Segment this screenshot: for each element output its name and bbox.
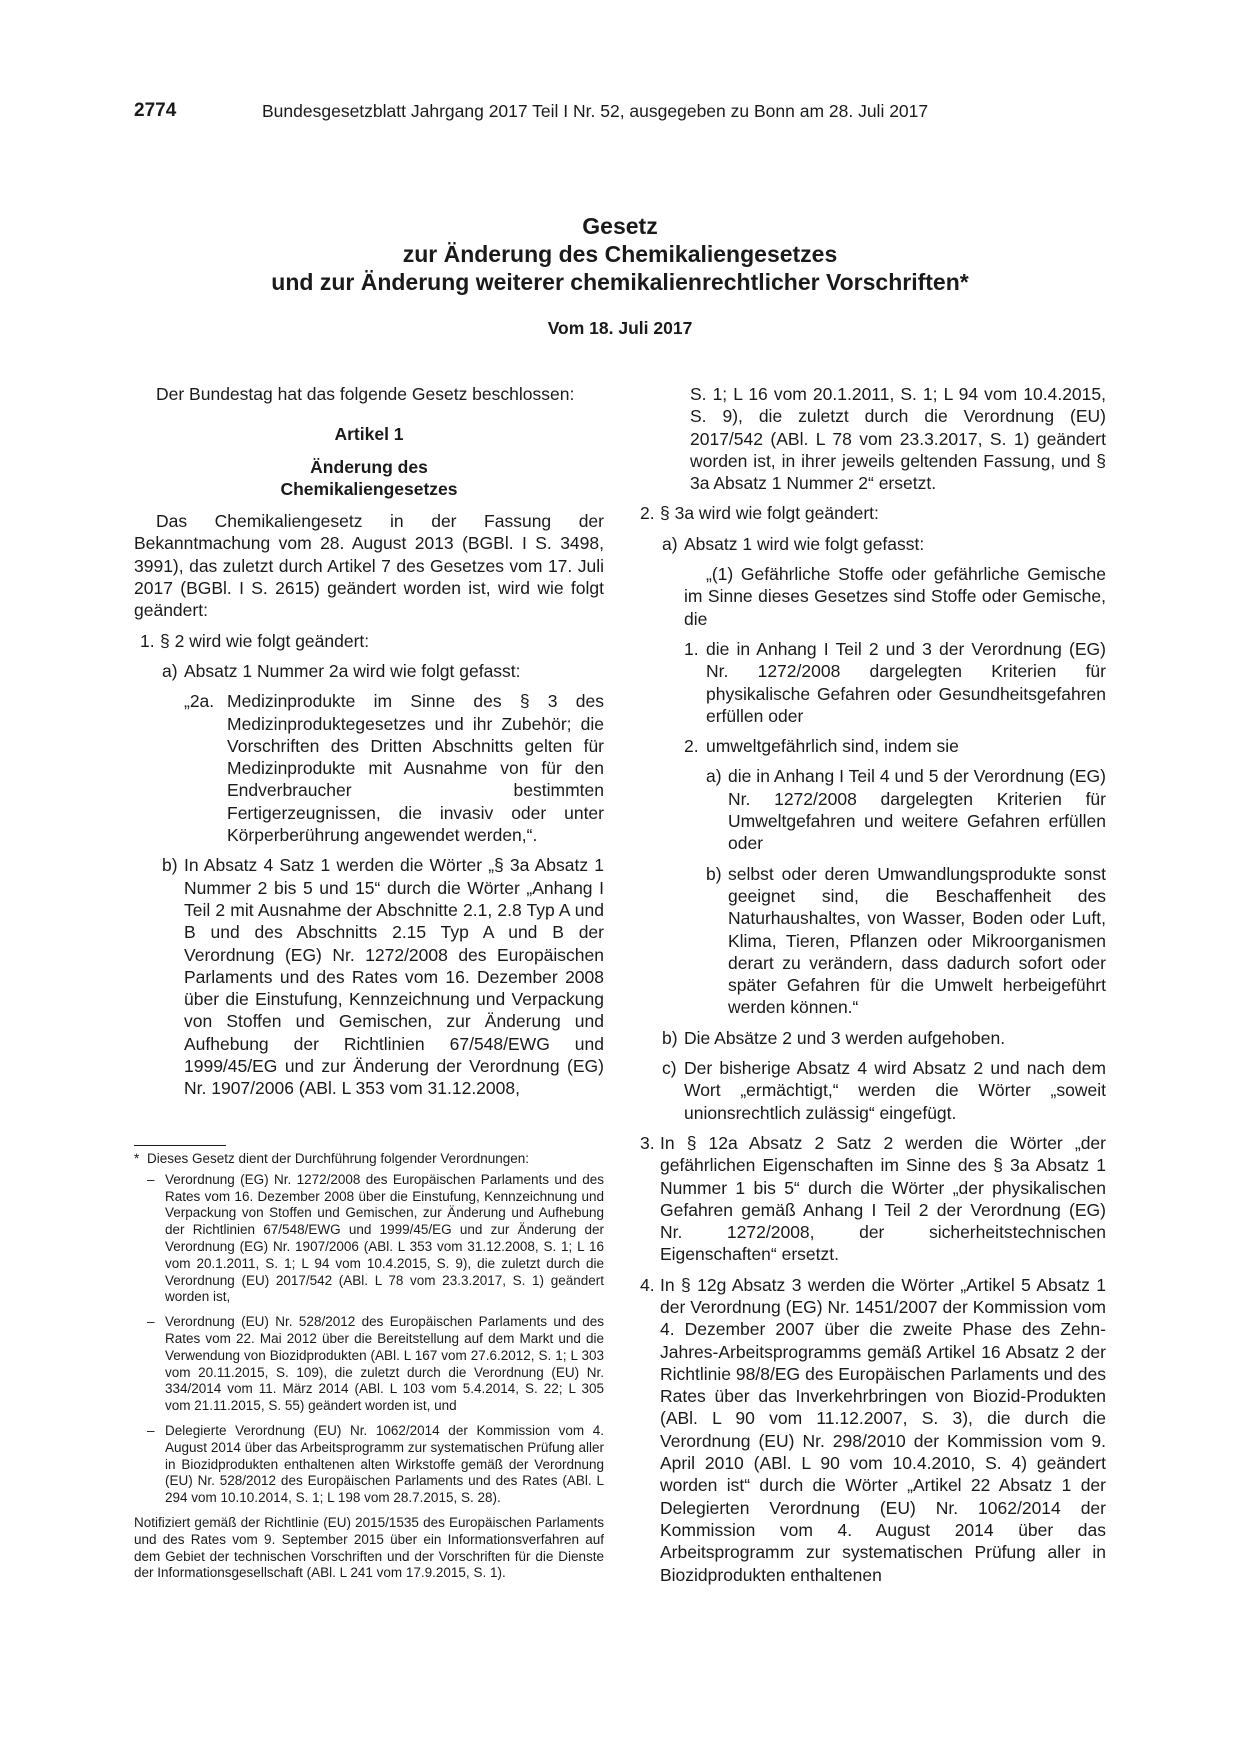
list-label: 1.	[684, 638, 699, 659]
intro-text: Der Bundestag hat das folgende Gesetz beschlossen:	[156, 384, 575, 404]
list-item-2a	[640, 533, 1106, 555]
list-text: Absatz 1 Nummer 2a wird wie folgt gefasst:	[184, 660, 521, 681]
list-label: a)	[162, 660, 178, 681]
footnote-notification: Notifiziert gemäß der Richtlinie (EU) 2015/1535 des Europäischen Parlaments und des Rates vom 9. September 2015 über ein Informationsverfahren auf dem Gebiet der technischen Vorschriften und der Vorschriften für die Dienste der Informationsgesellschaft (ABl. L 241 vom 17.9.2015, S. 1).	[134, 1514, 604, 1581]
footnote-text: Verordnung (EU) Nr. 528/2012 des Europäischen Parlaments und des Rates vom 22. Mai 2012 über die Bereitstellung auf dem Markt und die Verwendung von Biozidprodukten (ABl. L 167 vom 27.6.2012, S. 1; L 303 vom 20.11.2015, S. 109), die zuletzt durch die Verordnung (EU) Nr. 334/2014 vom 11. März 2014 (ABl. L 103 vom 5.4.2014, S. 22; L 305 vom 21.11.2015, S. 55) geändert worden ist, und	[165, 1314, 604, 1414]
list-label: b)	[662, 1027, 678, 1048]
list-label: b)	[162, 855, 178, 876]
page-number: 2774	[134, 100, 177, 121]
list-label: 1.	[140, 630, 155, 651]
list-label: a)	[662, 533, 678, 554]
article-intro-paragraph: Das Chemikaliengesetz in der Fassung der Bekanntmachung vom 28. August 2013 (BGBl. I S. 3498, 3991), das zuletzt durch Artikel 7 des Gesetzes vom 17. Juli 2017 (BGBl. I S. 2615) geändert worden ist, wird wie folgt geändert:	[134, 511, 604, 621]
footnote-regulation-3	[134, 1423, 604, 1507]
footnotes	[134, 1151, 604, 1582]
list-label: 2.	[640, 503, 655, 524]
list-item-2b	[640, 1027, 1106, 1049]
list-text: In § 12g Absatz 3 werden die Wörter „Artikel 5 Absatz 1 der Verordnung (EG) Nr. 1451/2007 der Kommission vom 4. Dezember 2007 über die zweite Phase des Zehn-Jahres-Arbeitsprogramms gemäß Artikel 16 Absatz 2 der Richtlinie 98/8/EG des Europäischen Parlaments und des Rates über das Inverkehrbringen von Biozid-Produkten (ABl. L 90 vom 11.12.2007, S. 3), die durch die Verordnung (EU) Nr. 298/2010 der Kommission vom 9. April 2010 (ABl. L 90 vom 10.4.2010, S. 4) geändert worden ist“ durch die Wörter „Artikel 22 Absatz 1 der Delegierten Verordnung (EU) Nr. 1062/2014 der Kommission vom 4. August 2014 über das Arbeitsprogramm zur systematischen Prüfung aller in Biozidprodukten enthaltenen	[660, 1274, 1106, 1585]
running-header: Bundesgesetzblatt Jahrgang 2017 Teil I Nr. 52, ausgegeben zu Bonn am 28. Juli 2017	[262, 101, 929, 121]
right-column	[640, 383, 1106, 1586]
list-text: § 2 wird wie folgt geändert:	[160, 630, 370, 651]
footnote-regulation-2	[134, 1314, 604, 1415]
list-item-1a	[134, 660, 604, 682]
quoted-item-2b	[640, 863, 1106, 1019]
quoted-item-1	[640, 638, 1106, 727]
list-item-1b	[134, 854, 604, 1099]
list-text: In Absatz 4 Satz 1 werden die Wörter „§ 3a Absatz 1 Nummer 2 bis 5 und 15“ durch die Wörter „Anhang I Teil 2 mit Ausnahme der Abschnitte 2.1, 2.8 Typ A und B und des Abschnitts 2.15 Typ A und B der Verordnung (EG) Nr. 1272/2008 des Europäischen Parlaments und des Rates vom 16. Dezember 2008 über die Einstufung, Kennzeichnung und Verpackung von Stoffen und Gemischen, zur Änderung und Aufhebung der Richtlinien 67/548/EWG und 1999/45/EG und zur Änderung der Verordnung (EG) Nr. 1907/2006 (ABl. L 353 vom 31.12.2008,	[184, 855, 604, 1099]
list-text: die in Anhang I Teil 2 und 3 der Verordnung (EG) Nr. 1272/2008 dargelegten Kriterien für physikalische Gefahren oder Gesundheitsgefahren erfüllen oder	[706, 638, 1106, 726]
list-item-1	[134, 630, 604, 652]
list-text: Medizinprodukte im Sinne des § 3 des Medizinproduktegesetzes und ihr Zubehör; die Vorschriften des Dritten Abschnitts gelten für Medizinprodukte mit Ausnahme von für den Endverbraucher bestimmten Fertigerzeugnissen, die invasiv oder unter Körperberührung angewendet werden,“.	[227, 691, 604, 846]
list-label: c)	[662, 1058, 677, 1079]
list-text: Absatz 1 wird wie folgt gefasst:	[684, 533, 925, 554]
list-label: 4.	[640, 1274, 655, 1295]
footnote-dash: –	[147, 1422, 155, 1438]
list-text: § 3a wird wie folgt geändert:	[660, 503, 879, 524]
footnote-dash: –	[147, 1314, 155, 1330]
law-title	[134, 212, 1106, 296]
list-item-3	[640, 1132, 1106, 1266]
left-column	[134, 383, 604, 1100]
footnote-text: Verordnung (EG) Nr. 1272/2008 des Europäischen Parlaments und des Rates vom 16. Dezember 2008 über die Einstufung, Kennzeichnung und Verpackung von Stoffen und Gemischen, zur Änderung und Aufhebung der Richtlinien 67/548/EWG und 1999/45/EG und zur Änderung der Verordnung (EG) Nr. 1907/2006 (ABl. L 353 vom 31.12.2008, S. 1; L 16 vom 20.1.2011, S. 1; L 94 vom 10.4.2015, S. 9), die zuletzt durch die Verordnung (EU) 2017/542 (ABl. L 78 vom 23.3.2017, S. 1) geändert worden ist,	[165, 1171, 604, 1305]
list-text: In § 12a Absatz 2 Satz 2 werden die Wörter „der gefährlichen Eigenschaften im Sinne des § 3a Absatz 1 Nummer 1 bis 5“ durch die Wörter „der physikalischen Gefahren gemäß Anhang I Teil 2 der Verordnung (EG) Nr. 1272/2008, der sicherheitstechnischen Eigenschaften“ ersetzt.	[660, 1132, 1106, 1265]
list-item-2	[640, 502, 1106, 524]
footnote-text: Dieses Gesetz dient der Durchführung folgender Verordnungen:	[147, 1151, 529, 1166]
list-text: Der bisherige Absatz 4 wird Absatz 2 und nach dem Wort „ermächtigt,“ werden die Wörter „soweit unionsrechtlich zulässig“ eingefügt.	[684, 1058, 1106, 1123]
article-heading: Artikel 1	[334, 424, 404, 445]
footnote-dash: –	[147, 1171, 155, 1187]
footnote-marker: *	[134, 1151, 140, 1166]
list-label: „2a.	[184, 691, 215, 712]
list-label: 2.	[684, 736, 699, 757]
law-date: Vom 18. Juli 2017	[547, 318, 693, 338]
list-label: a)	[706, 766, 722, 787]
article-title-2: Chemikaliengesetzes	[280, 478, 458, 499]
list-item-4	[640, 1274, 1106, 1586]
article-title-1: Änderung des	[310, 456, 428, 477]
list-text: selbst oder deren Umwandlungsprodukte sonst geeignet sind, die Beschaffenheit des Naturhaushaltes, von Wasser, Boden oder Luft, Klima, Tieren, Pflanzen oder Mikroorganismen derart zu verändern, dass dadurch sofort oder später Gefahren für die Umwelt herbeigeführt werden können.“	[728, 863, 1106, 1018]
quoted-item-2a	[134, 690, 604, 846]
list-text: die in Anhang I Teil 4 und 5 der Verordnung (EG) Nr. 1272/2008 dargelegten Kriterien für Umweltgefahren und weitere Gefahren erfüllen oder	[728, 766, 1106, 854]
list-item-2c	[640, 1057, 1106, 1124]
list-text: Die Absätze 2 und 3 werden aufgehoben.	[684, 1027, 1006, 1048]
title-line-3: und zur Änderung weiterer chemikalienrechtlicher Vorschriften*	[271, 269, 969, 295]
list-label: 3.	[640, 1132, 655, 1153]
footnote-star	[134, 1151, 604, 1168]
quoted-item-2	[640, 735, 1106, 757]
title-line-1: Gesetz	[582, 213, 658, 239]
quoted-paragraph: „(1) Gefährliche Stoffe oder gefährliche Gemische im Sinne dieses Gesetzes sind Stoffe oder Gemische, die	[684, 564, 1106, 629]
quoted-item-2a	[640, 765, 1106, 854]
title-line-2: zur Änderung des Chemikaliengesetzes	[402, 241, 838, 267]
footnote-text: Delegierte Verordnung (EU) Nr. 1062/2014 der Kommission vom 4. August 2014 über das Arbeitsprogramm zur systematischen Prüfung aller in Biozidprodukten enthaltenen alten Wirkstoffe gemäß der Verordnung (EU) Nr. 528/2012 des Europäischen Parlaments und des Rates (ABl. L 294 vom 10.10.2014, S. 1; L 198 vom 28.7.2015, S. 28).	[165, 1422, 604, 1506]
continued-text: S. 1; L 16 vom 20.1.2011, S. 1; L 94 vom 10.4.2015, S. 9), die zuletzt durch die Verordnung (EU) 2017/542 (ABl. L 78 vom 23.3.2017, S. 1) geändert worden ist, in ihrer jeweils geltenden Fassung, und § 3a Absatz 1 Nummer 2“ ersetzt.	[690, 384, 1106, 494]
footnote-separator	[134, 1145, 226, 1146]
footnote-regulation-1	[134, 1172, 604, 1306]
list-text: umweltgefährlich sind, indem sie	[706, 736, 959, 757]
list-label: b)	[706, 863, 722, 884]
